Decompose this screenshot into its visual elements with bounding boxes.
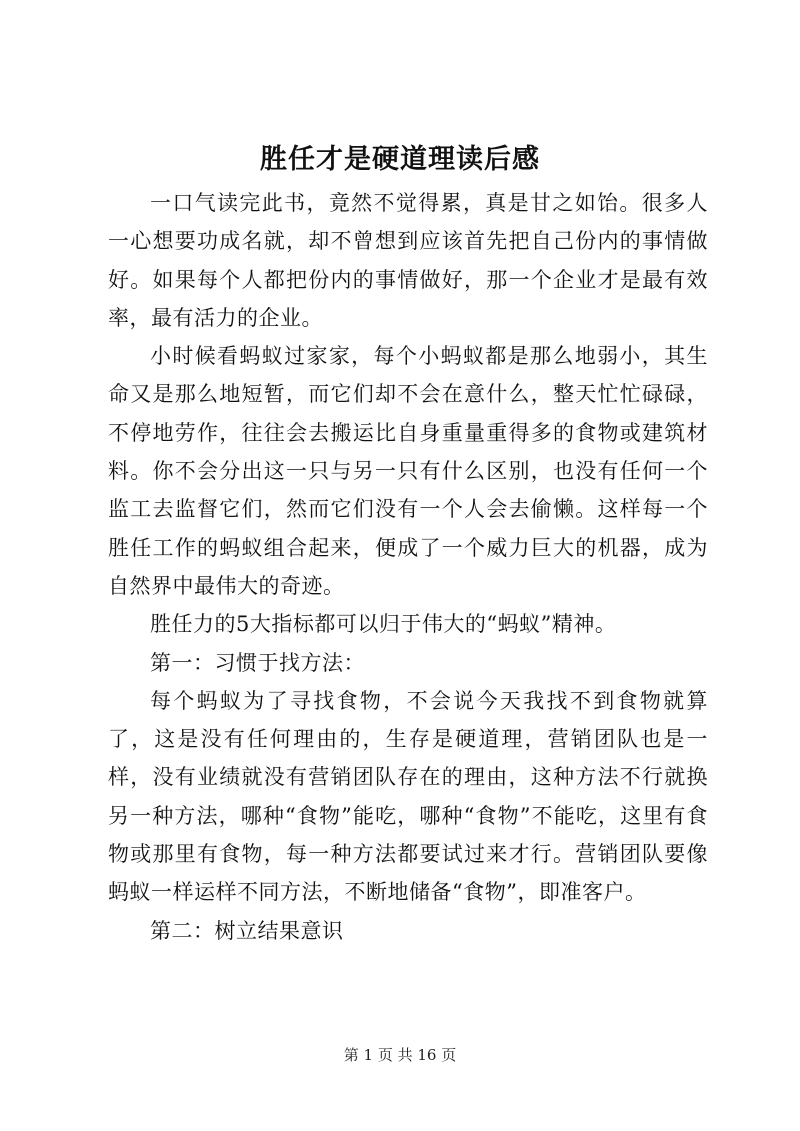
document-body <box>108 184 708 950</box>
paragraph-find-methods: 每个蚂蚁为了寻找食物，不会说今天我找不到食物就算了，这是没有任何理由的，生存是硬道理，营销团队也是一样，没有业绩就没有营销团队存在的理由，这种方法不行就换另一种方法，哪种“食物”能吃，哪种“食物”不能吃，这里有食物或那里有食物，每一种方法都要试过来才行。营销团队要像蚂蚁一样运样不同方法，不断地储备“食物”，即准客户。 <box>108 688 708 905</box>
paragraph-intro: 一口气读完此书，竟然不觉得累，真是甘之如饴。很多人一心想要功成名就，却不曾想到应该首先把自己份内的事情做好。如果每个人都把份内的事情做好，那一个企业才是最有效率，最有活力的企业。 <box>108 191 708 330</box>
heading-first-point: 第一：习惯于找方法： <box>150 650 365 675</box>
paragraph-five-indicators: 胜任力的5大指标都可以归于伟大的“蚂蚁”精神。 <box>150 612 617 637</box>
paragraph-ants: 小时候看蚂蚁过家家，每个小蚂蚁都是那么地弱小，其生命又是那么地短暂，而它们却不会在意什么，整天忙忙碌碌，不停地劳作，往往会去搬运比自身重量重得多的食物或建筑材料。你不会分出这一只与另一只有什么区别，也没有任何一个监工去监督它们，然而它们没有一个人会去偷懒。这样每一个胜任工作的蚂蚁组合起来，便成了一个威力巨大的机器，成为自然界中最伟大的奇迹。 <box>108 344 708 598</box>
page-footer: 第 1 页 共 16 页 <box>343 1046 457 1064</box>
heading-second-point: 第二：树立结果意识 <box>150 918 344 943</box>
document-title: 胜任才是硬道理读后感 <box>260 144 540 175</box>
